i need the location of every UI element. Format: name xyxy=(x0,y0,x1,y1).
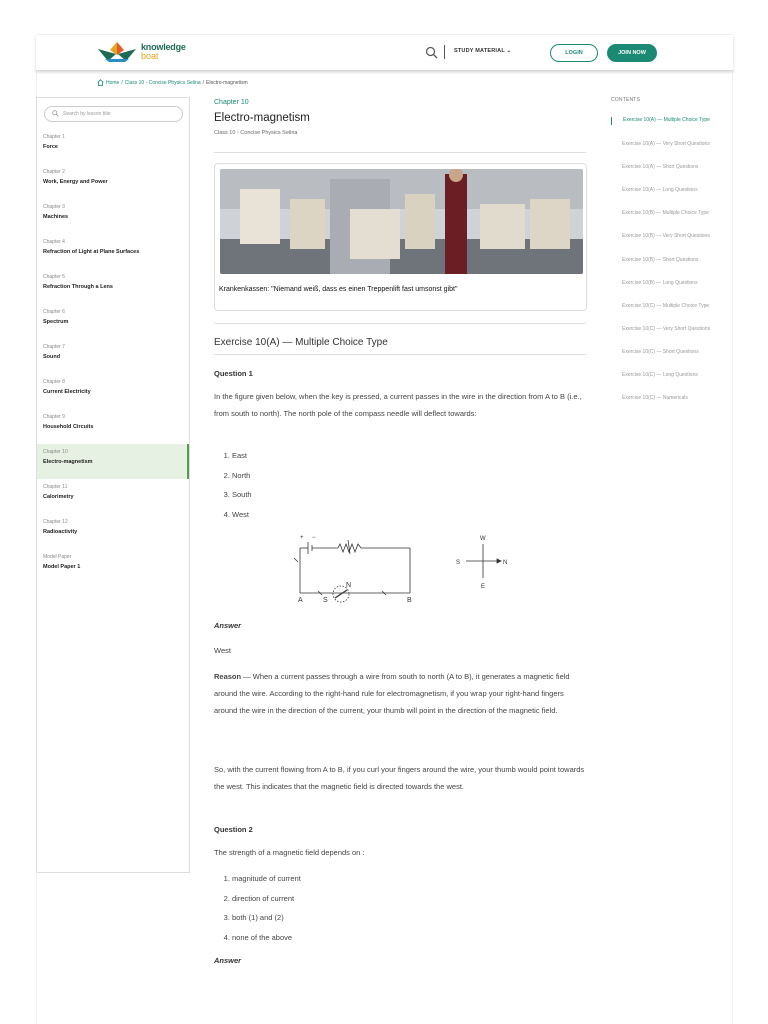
option-item: 2. North xyxy=(232,466,252,486)
lesson-search-input[interactable] xyxy=(44,106,183,122)
advertisement-card[interactable] xyxy=(214,163,587,311)
study-material-menu[interactable]: STUDY MATERIAL ⌄ xyxy=(454,48,512,54)
advertisement-image xyxy=(220,169,583,274)
chapter-name: Household Circuits xyxy=(43,424,94,430)
sidebar-item-chapter-10[interactable] xyxy=(37,444,189,479)
chapter-name: Electro-magnetism xyxy=(43,459,93,465)
logo-text-boat: boat xyxy=(141,51,159,61)
option-item: 4. West xyxy=(232,505,252,525)
sidebar-item-chapter-6[interactable] xyxy=(37,309,189,335)
answer-1-text: West xyxy=(214,646,231,655)
contents-item[interactable]: Exercise 10(A) — Multiple Choice Type xyxy=(611,117,721,125)
sidebar-item-chapter-11[interactable] xyxy=(37,484,189,510)
direction-n-label: N xyxy=(503,560,508,566)
reason-text: — When a current passes through a wire from south to north (A to B), it generates a magnetic field around the wire. According to the right-hand rule for electromagnetism, if you wrap your right-hand fingers around the wire in the direction of the current, your thumb will point in the direction of the magnetic field. xyxy=(214,672,570,715)
login-button[interactable]: LOGIN xyxy=(550,44,598,62)
chapter-name: Radioactivity xyxy=(43,529,78,535)
chapter-name: Refraction Through a Lens xyxy=(43,284,113,290)
option-item: 3. South xyxy=(232,485,252,505)
question-1-options xyxy=(222,446,252,524)
chapter-sidebar xyxy=(36,97,190,873)
boat-logo-icon xyxy=(96,41,138,63)
question-2-text: The strength of a magnetic field depends on : xyxy=(214,848,365,857)
contents-heading: CONTENTS xyxy=(611,97,641,103)
breadcrumb-current: Electro-magnetism xyxy=(206,79,248,86)
option-item: 3. both (1) and (2) xyxy=(232,908,301,928)
contents-item[interactable]: Exercise 10(C) — Very Short Questions xyxy=(622,326,711,332)
sidebar-item-chapter-12[interactable] xyxy=(37,519,189,545)
direction-s-label: S xyxy=(456,560,461,566)
point-a-label: A xyxy=(298,597,303,604)
chapter-name: Model Paper 1 xyxy=(43,564,81,570)
sidebar-item-chapter-8[interactable] xyxy=(37,379,189,405)
chapter-name: Sound xyxy=(43,354,61,360)
reason-label: Reason xyxy=(214,672,242,681)
sidebar-item-model-paper[interactable] xyxy=(37,554,189,580)
option-item: 1. East xyxy=(232,446,252,466)
page-subtitle: Class 10 - Concise Physics Selina xyxy=(214,130,298,136)
contents-item[interactable]: Exercise 10(C) — Numericals xyxy=(622,395,688,401)
search-icon xyxy=(52,110,59,117)
page-title: Electro-magnetism xyxy=(214,112,310,124)
chapter-number: Chapter 9 xyxy=(43,414,65,420)
breadcrumb-home[interactable]: Home xyxy=(106,79,120,86)
question-2-options xyxy=(222,869,301,947)
question-1-text: In the figure given below, when the key is pressed, a current passes in the wire in the direction from A to B (i.e., from south to north). The north pole of the compass needle will deflect towards: xyxy=(214,392,582,418)
contents-item[interactable]: Exercise 10(C) — Multiple Choice Type xyxy=(622,303,710,309)
contents-item[interactable]: Exercise 10(C) — Short Questions xyxy=(622,349,699,355)
exercise-heading: Exercise 10(A) — Multiple Choice Type xyxy=(214,337,388,348)
home-icon[interactable] xyxy=(97,79,104,86)
option-item: 1. magnitude of current xyxy=(232,869,301,889)
breadcrumb-class[interactable]: Class 10 - Concise Physics Selina xyxy=(124,79,201,86)
advertisement-caption[interactable]: Krankenkassen: "Niemand weiß, dass es einen Treppenlift fast umsonst gibt" xyxy=(219,286,458,293)
compass-s-label: S xyxy=(323,597,328,604)
chapter-name: Spectrum xyxy=(43,319,69,325)
chapter-name: Refraction of Light at Plane Surfaces xyxy=(43,249,140,255)
chapter-number: Model Paper xyxy=(43,554,72,560)
sidebar-item-chapter-5[interactable] xyxy=(37,274,189,300)
sidebar-item-chapter-2[interactable] xyxy=(37,169,189,195)
contents-item[interactable]: Exercise 10(B) — Very Short Questions xyxy=(622,233,710,239)
chapter-name: Work, Energy and Power xyxy=(43,179,108,185)
chapter-number: Chapter 6 xyxy=(43,309,65,315)
option-item: 4. none of the above xyxy=(232,928,301,948)
knowledgeboat-logo[interactable] xyxy=(96,41,186,63)
chapter-number: Chapter 1 xyxy=(43,134,65,140)
chapter-number: Chapter 8 xyxy=(43,379,65,385)
chapter-number: Chapter 11 xyxy=(43,484,68,490)
chapter-kicker: Chapter 10 xyxy=(214,99,249,106)
minus-label: − xyxy=(312,535,316,541)
breadcrumb-separator: / xyxy=(121,79,123,86)
chapter-number: Chapter 3 xyxy=(43,204,65,210)
chapter-number: Chapter 10 xyxy=(43,449,68,455)
compass-n-label: N xyxy=(346,582,352,589)
join-now-button[interactable]: JOIN NOW xyxy=(607,44,657,62)
divider xyxy=(214,152,586,153)
chapter-number: Chapter 5 xyxy=(43,274,65,280)
search-placeholder: Search by lesson title xyxy=(63,111,111,117)
top-navbar xyxy=(36,34,733,70)
plus-label: + xyxy=(300,535,304,541)
chapter-name: Calorimetry xyxy=(43,494,74,500)
breadcrumb xyxy=(97,79,248,86)
question-2-label: Question 2 xyxy=(214,825,253,834)
sidebar-item-chapter-3[interactable] xyxy=(37,204,189,230)
divider xyxy=(214,323,586,324)
search-icon[interactable] xyxy=(425,46,438,59)
contents-item[interactable]: Exercise 10(B) — Short Questions xyxy=(622,257,699,263)
sidebar-item-chapter-4[interactable] xyxy=(37,239,189,265)
header-divider xyxy=(444,45,445,59)
chapter-name: Force xyxy=(43,144,58,150)
reason-paragraph xyxy=(214,668,586,719)
chapter-number: Chapter 2 xyxy=(43,169,65,175)
contents-item[interactable]: Exercise 10(B) — Multiple Choice Type xyxy=(622,210,709,216)
contents-item[interactable]: Exercise 10(A) — Long Questions xyxy=(622,187,698,193)
answer-label: Answer xyxy=(214,621,242,630)
logo-text-knowledge: knowledge xyxy=(141,42,186,52)
sidebar-item-chapter-7[interactable] xyxy=(37,344,189,370)
contents-item[interactable]: Exercise 10(C) — Long Questions xyxy=(622,372,698,378)
direction-w-label: W xyxy=(480,536,486,542)
option-item: 2. direction of current xyxy=(232,889,301,909)
contents-item[interactable]: Exercise 10(A) — Very Short Questions xyxy=(622,141,710,147)
question-1-label: Question 1 xyxy=(214,369,253,378)
breadcrumb-separator: / xyxy=(202,79,204,86)
circuit-diagram xyxy=(290,528,520,608)
chapter-number: Chapter 4 xyxy=(43,239,65,245)
direction-e-label: E xyxy=(481,584,486,590)
chapter-number: Chapter 12 xyxy=(43,519,68,525)
answer-label: Answer xyxy=(214,956,242,965)
chapter-name: Machines xyxy=(43,214,69,220)
chapter-number: Chapter 7 xyxy=(43,344,65,350)
contents-item[interactable]: Exercise 10(B) — Long Questions xyxy=(622,280,698,286)
chapter-name: Current Electricity xyxy=(43,389,91,395)
sidebar-item-chapter-9[interactable] xyxy=(37,414,189,440)
point-b-label: B xyxy=(407,597,412,604)
divider xyxy=(214,354,586,355)
contents-item[interactable]: Exercise 10(A) — Short Questions xyxy=(622,164,699,170)
sidebar-item-chapter-1[interactable] xyxy=(37,134,189,160)
explanation-paragraph: So, with the current flowing from A to B, if you curl your fingers around the wire, your thumb would point towards the west. This indicates that the magnetic field is directed towards the west. xyxy=(214,765,585,791)
